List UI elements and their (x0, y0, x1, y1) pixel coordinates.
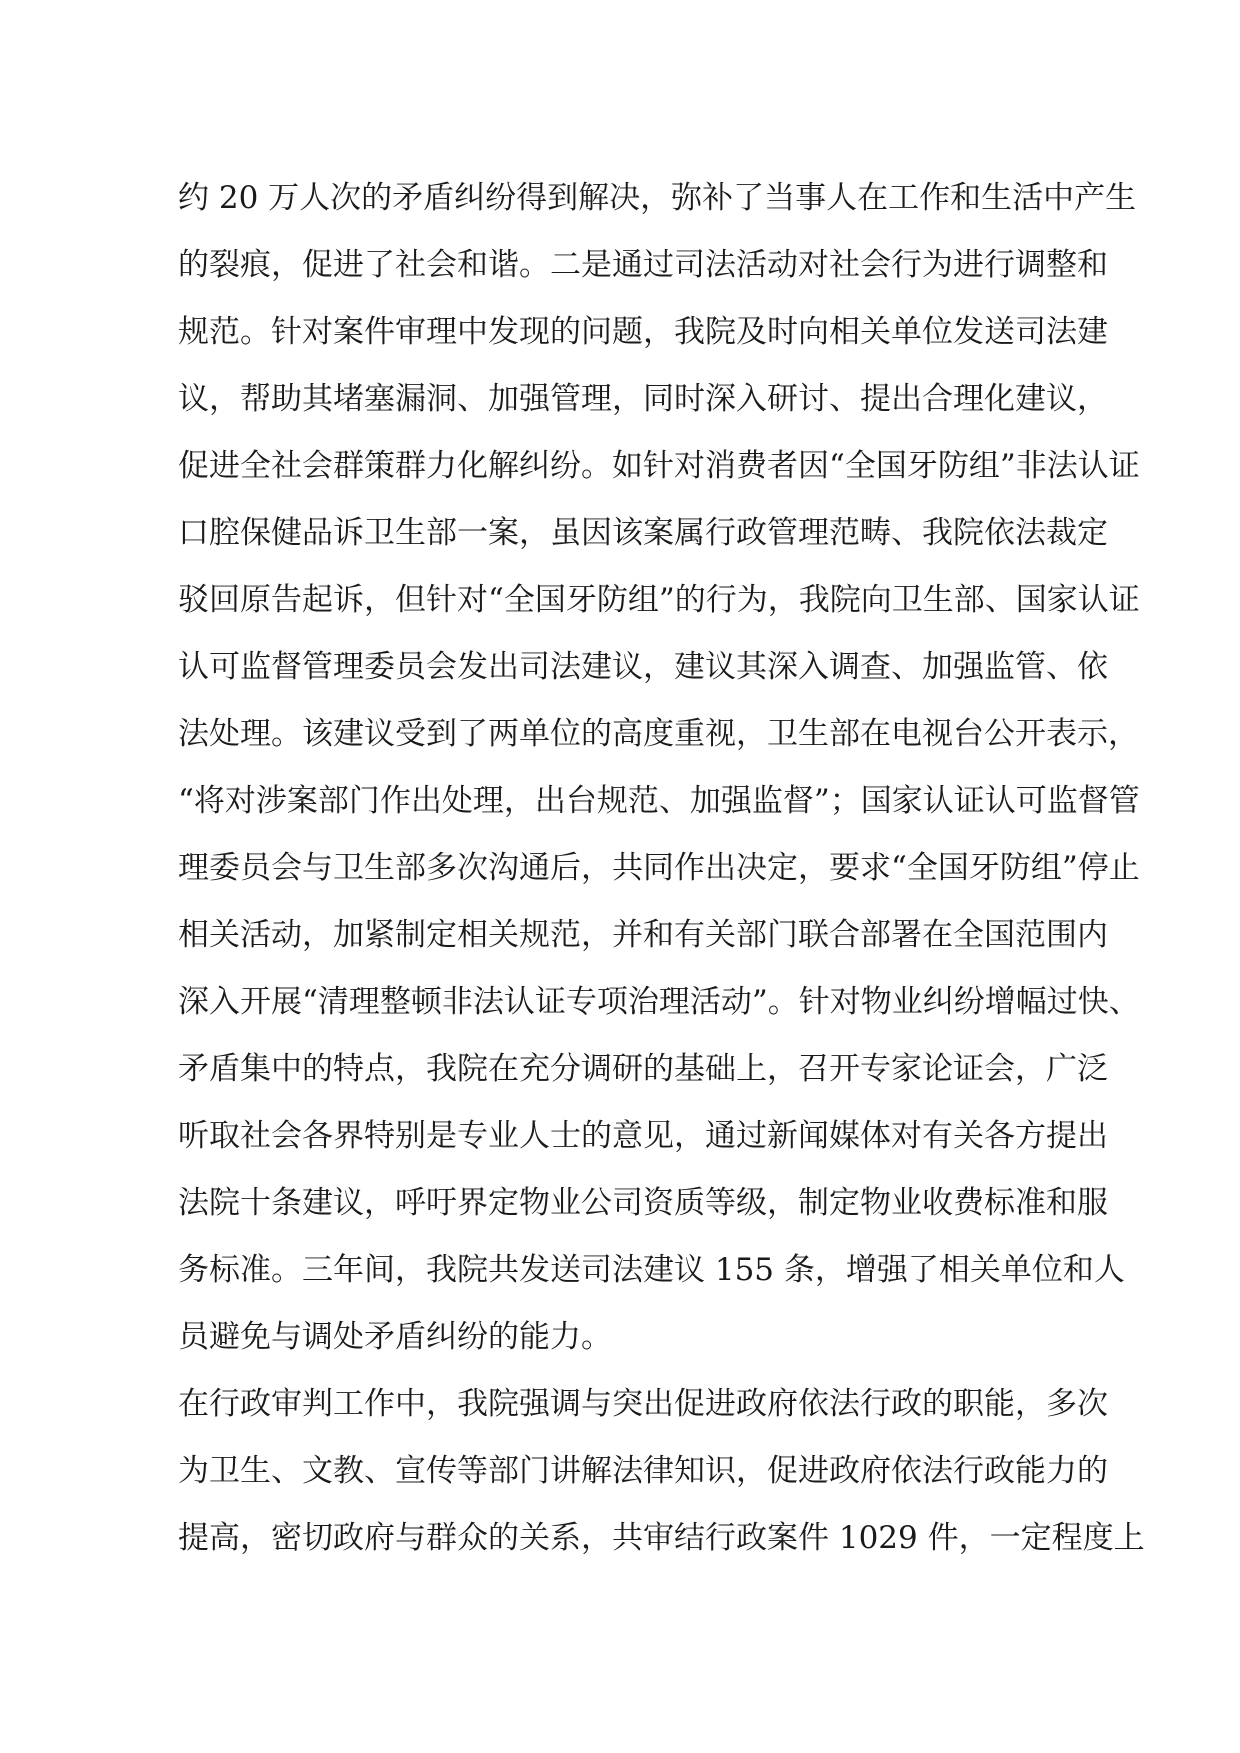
text-line: 法处理。该建议受到了两单位的高度重视，卫生部在电视台公开表示， (178, 716, 1139, 752)
text-line: 提高，密切政府与群众的关系，共审结行政案件 1029 件，一定程度上 (178, 1520, 1145, 1556)
text-line: 规范。针对案件审理中发现的问题，我院及时向相关单位发送司法建 (178, 314, 1108, 350)
paragraph-last-line: 员避免与调处矛盾纠纷的能力。 (178, 1319, 612, 1355)
text-line: 深入开展“清理整顿非法认证专项治理活动”。针对物业纠纷增幅过快、 (178, 984, 1140, 1020)
text-line: 务标准。三年间，我院共发送司法建议 155 条，增强了相关单位和人 (178, 1252, 1125, 1288)
text-line: 矛盾集中的特点，我院在充分调研的基础上，召开专家论证会，广泛 (178, 1051, 1108, 1087)
text-line: “将对涉案部门作出处理，出台规范、加强监督”；国家认证认可监督管 (178, 783, 1140, 819)
text-line: 的裂痕，促进了社会和谐。二是通过司法活动对社会行为进行调整和 (178, 247, 1108, 283)
text-line: 认可监督管理委员会发出司法建议，建议其深入调查、加强监管、依 (178, 649, 1108, 685)
text-line: 口腔保健品诉卫生部一案，虽因该案属行政管理范畴、我院依法裁定 (178, 515, 1108, 551)
text-line: 驳回原告起诉，但针对“全国牙防组”的行为，我院向卫生部、国家认证 (178, 582, 1140, 618)
text-line: 相关活动，加紧制定相关规范，并和有关部门联合部署在全国范围内 (178, 917, 1108, 953)
text-line: 听取社会各界特别是专业人士的意见，通过新闻媒体对有关各方提出 (178, 1118, 1108, 1154)
text-line: 法院十条建议，呼吁界定物业公司资质等级，制定物业收费标准和服 (178, 1185, 1108, 1221)
text-line: 约 20 万人次的矛盾纠纷得到解决，弥补了当事人在工作和生活中产生 (178, 180, 1137, 216)
text-line: 理委员会与卫生部多次沟通后，共同作出决定，要求“全国牙防组”停止 (178, 850, 1140, 886)
text-line: 促进全社会群策群力化解纠纷。如针对消费者因“全国牙防组”非法认证 (178, 448, 1140, 484)
text-line: 议，帮助其堵塞漏洞、加强管理，同时深入研讨、提出合理化建议， (178, 381, 1108, 417)
paragraph-first-line: 在行政审判工作中，我院强调与突出促进政府依法行政的职能，多次 (178, 1386, 1108, 1422)
text-line: 为卫生、文教、宣传等部门讲解法律知识，促进政府依法行政能力的 (178, 1453, 1108, 1489)
